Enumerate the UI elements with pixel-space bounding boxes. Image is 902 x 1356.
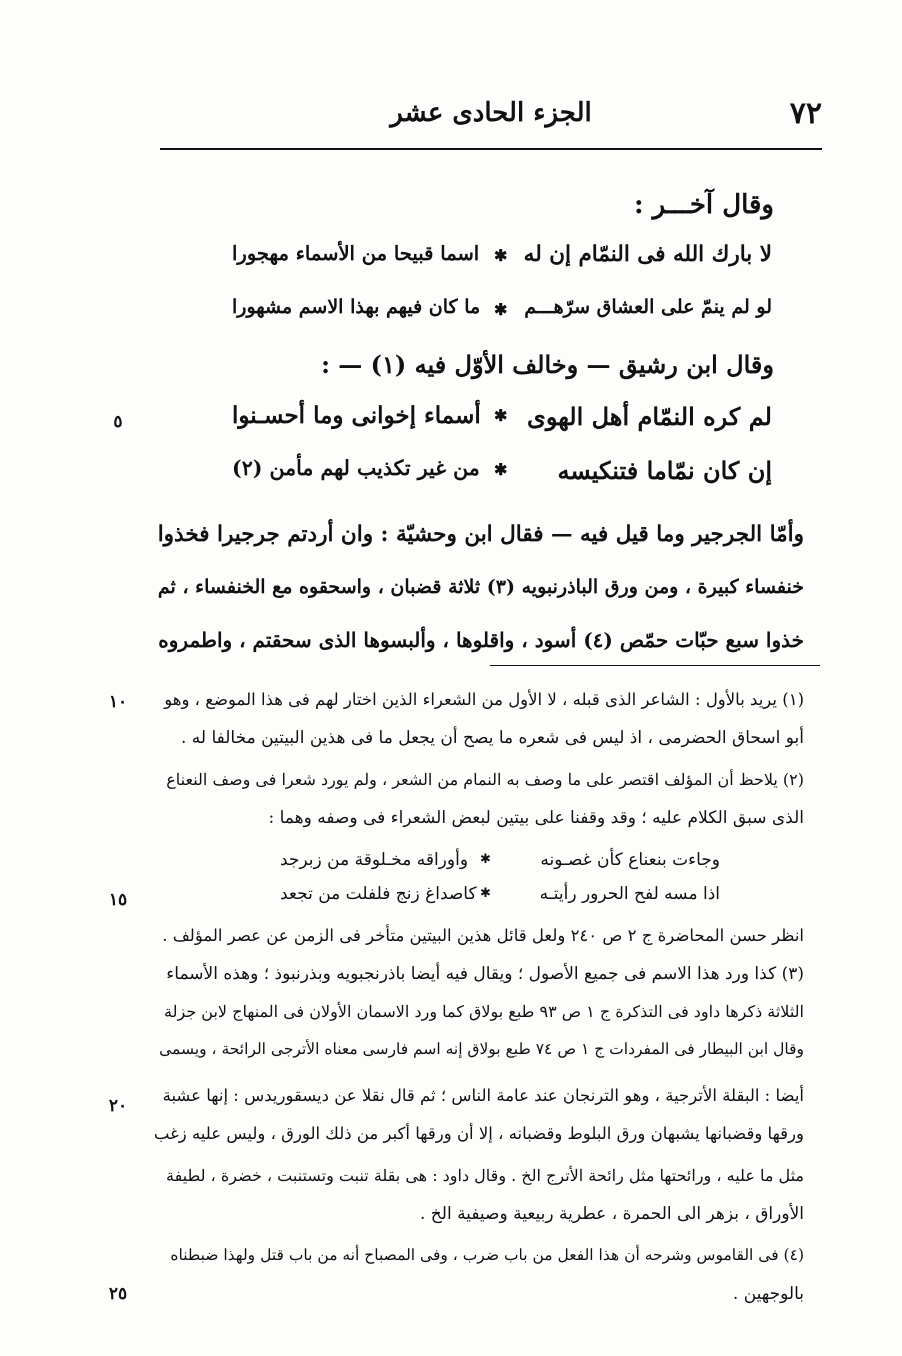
- footnote-3-line: أيضا : البقلة الأترجية ، وهو الترنجان عند عامة الناس ؛ ثم قال نقلا عن ديسقوريدس : إنها عشبة: [162, 1086, 804, 1105]
- verse-hemistich-left: أسماء إخوانى وما أحسـنوا: [232, 402, 481, 429]
- star-separator-icon: ✱: [480, 886, 491, 901]
- verse-hemistich-right: اذا مسه لفح الحرور رأيتـه: [539, 884, 720, 904]
- prose-line-3: خذوا سبع حبّات حمّص (٤) أسود ، واقلوها ، وألبسوها الذى سحقتم ، واطمروه: [158, 628, 804, 652]
- footnote-verse-line: [280, 884, 720, 914]
- verse-hemistich-left: ما كان فيهم بهذا الاسم مشهورا: [232, 296, 481, 318]
- footnote-1-line: (١) يريد بالأول : الشاعر الذى قبله ، لا الأول من الشعراء الذين اختار لهم فى هذا الموضع ، وهو: [164, 690, 804, 709]
- star-separator-icon: ✱: [494, 406, 508, 425]
- verse-hemistich-right: لو لم ينمّ على العشاق سرّهـــم: [524, 296, 772, 318]
- star-separator-icon: ✱: [494, 300, 508, 319]
- verse-hemistich-right: إن كان نمّاما فتنكيسه: [557, 456, 772, 485]
- page-number: ٧٢: [789, 96, 822, 131]
- verse-hemistich-left: من غير تكذيب لهم مأمن (٢): [232, 456, 480, 480]
- footnote-rule: [490, 665, 820, 666]
- verse-hemistich-right: وجاءت بنعناع كأن غصـونه: [540, 850, 720, 870]
- line-number-25: ٢٥: [108, 1284, 128, 1304]
- prose-line-2: خنفساء كبيرة ، ومن ورق الباذرنبويه (٣) ثلاثة قضبان ، واسحقوه مع الخنفساء ، ثم: [157, 576, 804, 598]
- header-rule: [160, 148, 822, 150]
- footnote-4-line: (٤) فى القاموس وشرحه أن هذا الفعل من باب ضرب ، وفى المصباح أنه من باب قتل ولهذا ضبطناه: [170, 1246, 804, 1264]
- verse-hemistich-right: لا بارك الله فى النمّام إن له: [523, 242, 772, 267]
- footnote-3-line: وقال ابن البيطار فى المفردات ج ١ ص ٧٤ طبع بولاق إنه اسم فارسى معناه الأترجى الرائحة ، ويسمى: [159, 1040, 804, 1058]
- verse-line: [232, 296, 772, 340]
- footnote-1-line: أبو اسحاق الحضرمى ، اذ ليس فى شعره ما يصح أن يجعل ما فى هذين البيتين مخالفا له .: [180, 728, 804, 748]
- verse-hemistich-left: كاصداغ زنج فلفلت من تجعد: [280, 884, 477, 904]
- footnote-2-source: انظر حسن المحاضرة ج ٢ ص ٢٤٠ ولعل قائل هذين البيتين متأخر فى الزمن عن عصر المؤلف .: [162, 926, 804, 945]
- verse-line: [232, 402, 772, 446]
- line-number-5: ٥: [113, 412, 123, 432]
- star-separator-icon: ✱: [494, 460, 508, 479]
- verse-hemistich-left: اسما قبيحا من الأسماء مهجورا: [232, 242, 480, 265]
- star-separator-icon: ✱: [480, 852, 491, 867]
- verse-line: [232, 456, 772, 500]
- verse-hemistich-right: لم كره النمّام أهل الهوى: [527, 402, 772, 431]
- footnote-3-line: (٣) كذا ورد هذا الاسم فى جميع الأصول ؛ ويقال فيه أيضا باذرنجبويه وبذرنبوذ ؛ وهذه الأسماء: [166, 964, 804, 984]
- footnote-3-line: الأوراق ، بزهر الى الحمرة ، عطرية ربيعية وصيفية الخ .: [419, 1204, 804, 1224]
- star-separator-icon: ✱: [494, 246, 508, 265]
- line-number-15: ١٥: [108, 890, 128, 910]
- footnote-3-line: مثل ما عليه ، ورائحتها مثل رائحة الأترج الخ . وقال داود : هى بقلة تنبت وتستنبت ، خضرة ، لطيفة: [166, 1166, 804, 1185]
- footnote-4-line: بالوجهين .: [732, 1284, 804, 1304]
- footnote-verse-line: [280, 850, 720, 880]
- running-title: الجزء الحادى عشر: [390, 98, 592, 128]
- prose-line-1: وأمّا الجرجير وما قيل فيه — فقال ابن وحشيّة : وان أردتم جرجيرا فخذوا: [157, 522, 804, 547]
- verse-line: [232, 242, 772, 286]
- footnote-3-line: ورقها وقضبانها يشبهان ورق البلوط وقضبانه ، إلا أن ورقها أكبر من ذلك الورق ، وليس عليه زغب: [153, 1124, 804, 1143]
- intro-line-2: وقال ابن رشيق — وخالف الأوّل فيه (١) — :: [321, 350, 774, 379]
- footnote-3-line: الثلاثة ذكرها داود فى التذكرة ج ١ ص ٩٣ طبع بولاق كما ورد الاسمان الأولان فى المنهاج لابن جزلة: [164, 1002, 804, 1021]
- line-number-20: ٢٠: [108, 1096, 128, 1116]
- footnote-2-line: (٢) يلاحظ أن المؤلف اقتصر على ما وصف به النمام من الشعر ، ولم يورد شعرا فى وصف النعناع: [166, 770, 804, 789]
- page-header: [160, 96, 822, 146]
- intro-line-1: وقال آخـــر :: [634, 190, 774, 220]
- verse-hemistich-left: وأوراقه مخـلوقة من زبرجد: [280, 850, 469, 870]
- line-number-10: ١٠: [108, 692, 128, 712]
- footnote-2-line: الذى سبق الكلام عليه ؛ وقد وقفنا على بيتين لبعض الشعراء فى وصفه وهما :: [268, 808, 804, 828]
